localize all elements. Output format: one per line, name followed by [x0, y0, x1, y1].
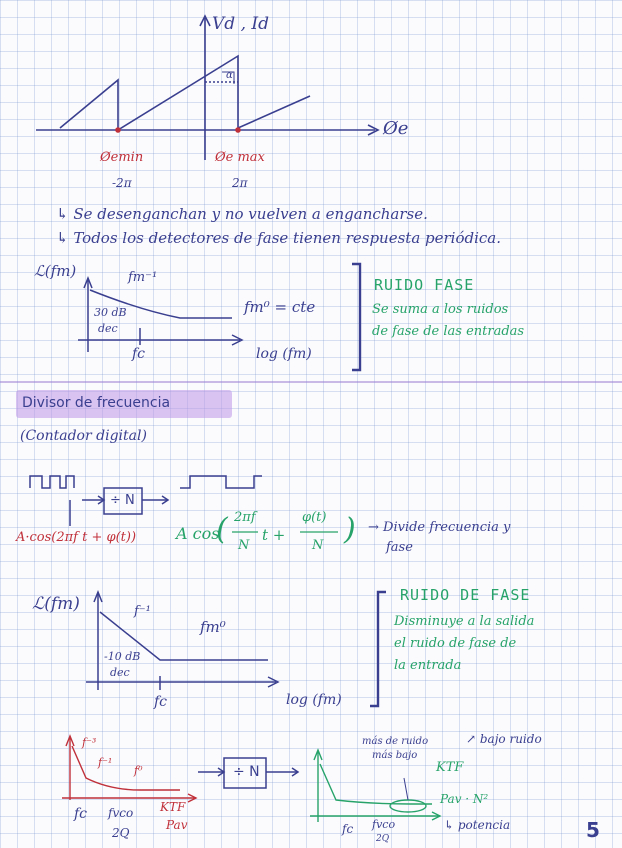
graph2-x-label: log (fm)	[256, 346, 312, 362]
ruido2-line-3: la entrada	[394, 658, 462, 673]
graph3-x-label: log (fm)	[286, 692, 342, 708]
bottom-ktf-right: KTF	[436, 760, 464, 775]
graph2-dec-label: dec	[98, 322, 118, 335]
graph2-db-label: 30 dB	[94, 306, 127, 319]
bottom-box-label: ÷ N	[233, 764, 260, 780]
output-den1: N	[238, 538, 250, 553]
output-paren-open: (	[216, 512, 228, 547]
bottom-fc-left: fc	[74, 806, 88, 822]
angle-label: α	[226, 70, 233, 81]
output-num2: φ(t)	[302, 510, 327, 525]
ruido-de-fase-heading: RUIDO DE FASE	[400, 586, 531, 604]
bottom-potencia: ↳ potencia	[444, 818, 511, 832]
graph3-db-label: -10 dB	[104, 650, 141, 663]
ruido1-line-2: de fase de las entradas	[372, 324, 525, 339]
graph2-y-label: ℒ(fm)	[34, 262, 77, 280]
graph3-dec-label: dec	[110, 666, 130, 679]
ruido2-line-2: el ruido de fase de	[394, 636, 517, 651]
output-prefix: A cos	[176, 524, 220, 543]
output-den2: N	[312, 538, 324, 553]
bottom-note-right: ↗ bajo ruido	[466, 732, 542, 746]
graph1-y-axis-label: Vd , Id	[212, 14, 269, 34]
graph3-slope-label: f⁻¹	[134, 604, 151, 619]
bottom-pav-right: Pav · N²	[440, 792, 489, 806]
ruido1-line-1: Se suma a los ruidos	[372, 302, 509, 317]
graph3-fc-label: fc	[154, 694, 168, 710]
bottom-ktf-left-den: Pav	[166, 818, 188, 832]
bottom-f3-label: f⁻³	[82, 736, 97, 749]
ruido2-line-1: Disminuye a la salida	[394, 614, 535, 629]
output-paren-close: )	[344, 512, 356, 547]
graph3-flat-label: fm⁰	[200, 618, 226, 636]
graph2-fc-label: fc	[132, 346, 146, 362]
bottom-fvco-right-den: 2Q	[376, 834, 390, 844]
emin-label: Øemin	[100, 150, 144, 165]
bottom-f1-label: f⁻¹	[98, 756, 113, 769]
bottom-f0-label: f⁰	[134, 764, 143, 777]
section-subtitle: (Contador digital)	[20, 428, 147, 444]
output-note-line-1: → Divide frecuencia y	[368, 520, 511, 535]
divider-input-signal: A·cos(2πf t + φ(t))	[16, 530, 137, 545]
section-title: Divisor de frecuencia	[22, 395, 171, 411]
bottom-note-left-2: más bajo	[372, 750, 418, 761]
bottom-fc-right: fc	[342, 822, 354, 836]
bottom-note-left-1: más de ruido	[362, 736, 429, 747]
neg-2pi-label: -2π	[112, 176, 132, 190]
note-line-2: ↳ Todos los detectores de fase tienen respuesta periódica.	[56, 229, 502, 247]
pos-2pi-label: 2π	[232, 176, 248, 190]
divider-box-label: ÷ N	[110, 493, 135, 508]
ruido-fase-heading: RUIDO FASE	[374, 276, 475, 294]
graph2-slope-label: fm⁻¹	[128, 270, 158, 285]
graph2-flat-label: fm⁰ = cte	[244, 298, 316, 316]
page-number: 5	[586, 818, 600, 842]
graph3-y-label: ℒ(fm)	[32, 594, 80, 614]
emax-label: Øe max	[215, 150, 265, 165]
note-line-1: ↳ Se desenganchan y no vuelven a engancharse.	[56, 205, 428, 223]
graph1-x-axis-label: Øe	[383, 118, 409, 139]
output-mid: t +	[262, 526, 286, 544]
output-num1: 2πf	[234, 510, 256, 525]
output-note-line-2: fase	[386, 540, 413, 555]
bottom-fvco-left-den: 2Q	[112, 826, 130, 840]
bottom-fvco-left-num: fvco	[108, 806, 134, 820]
bottom-ktf-left-num: KTF	[160, 800, 186, 814]
bottom-fvco-right-num: fvco	[372, 818, 396, 831]
